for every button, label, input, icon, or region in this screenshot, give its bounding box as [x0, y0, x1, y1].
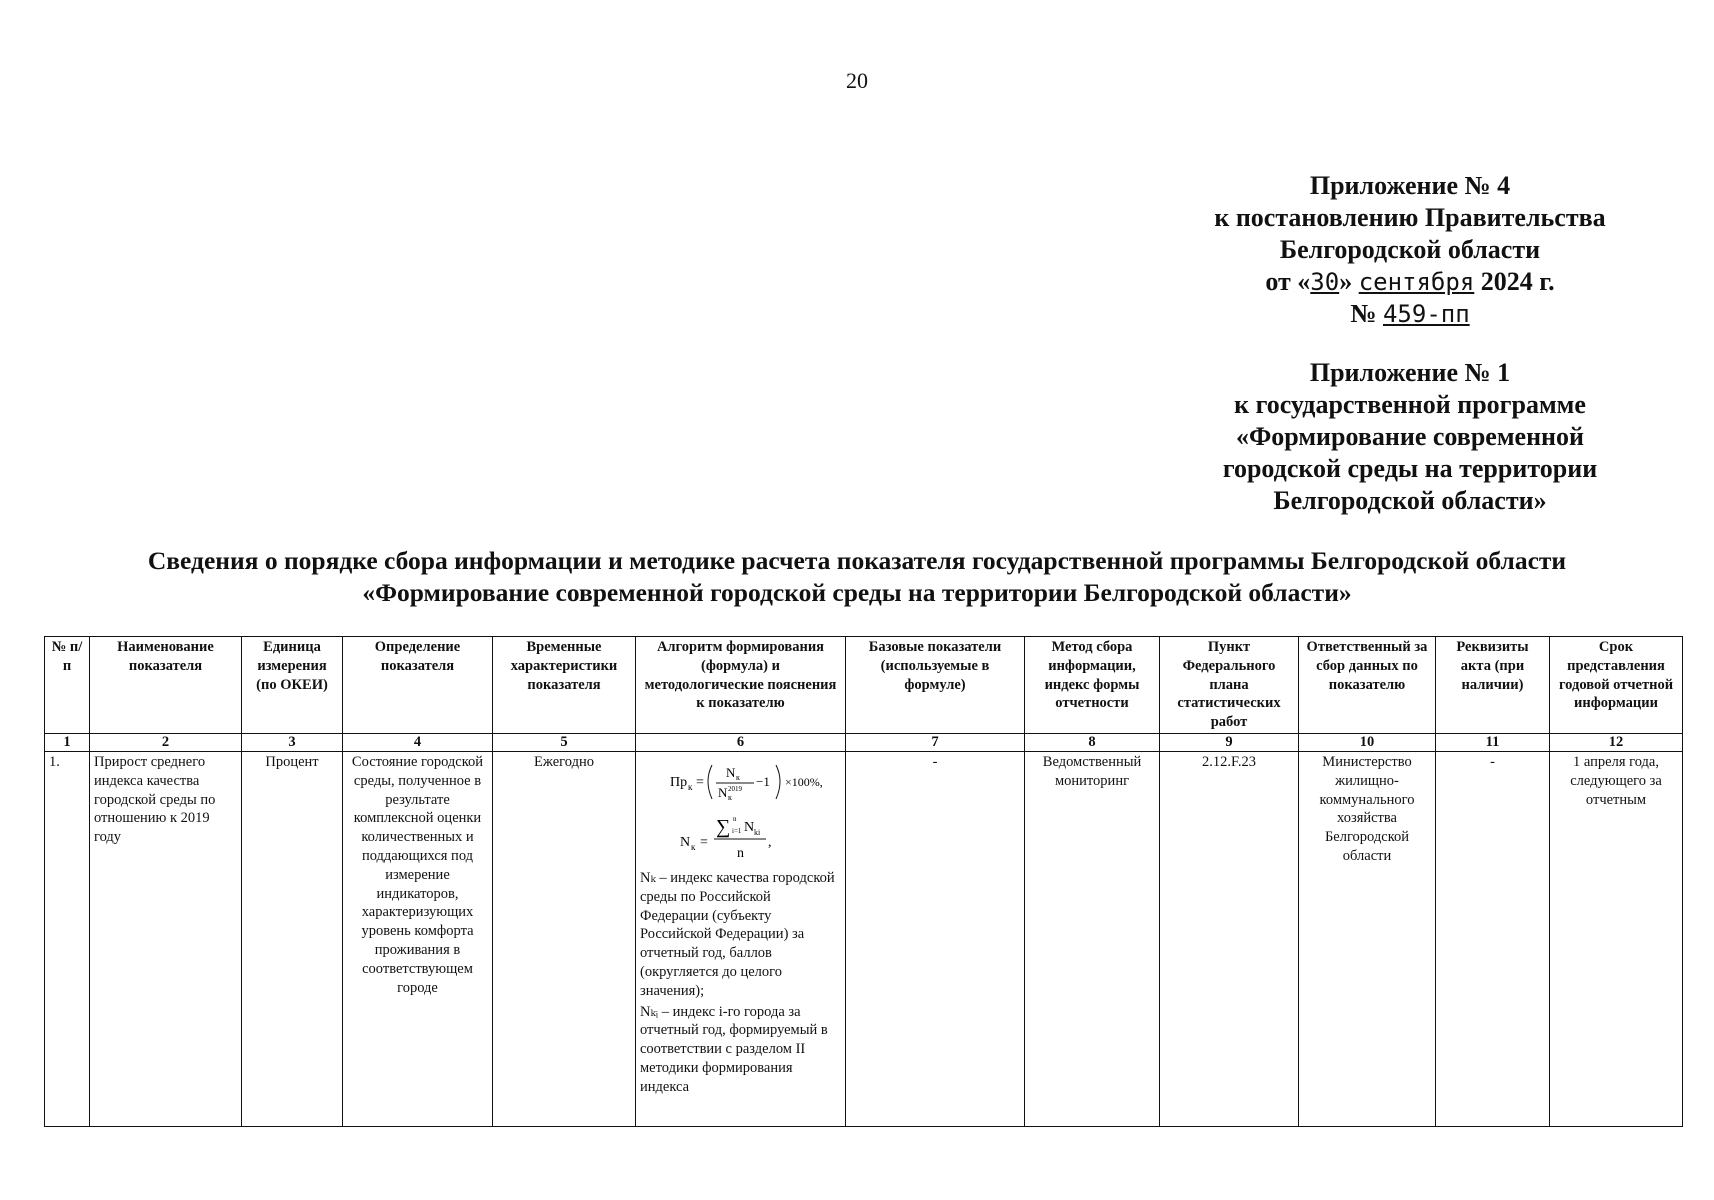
formula-2 — [640, 809, 841, 867]
f2-tail: , — [768, 834, 772, 850]
column-number: 1 — [45, 733, 90, 751]
deadline-cell: 1 апреля года, следующего за отчетным — [1550, 751, 1683, 1126]
f2-sum-bottom: i=1 — [732, 826, 742, 835]
column-number: 4 — [343, 733, 493, 751]
appendix-1-line3: «Формирование современной — [1235, 422, 1585, 451]
header-cell: Реквизиты акта (при наличии) — [1436, 637, 1550, 734]
appendix-4-title: Приложение № 4 — [1309, 171, 1511, 200]
f1-equals: = — [696, 774, 704, 790]
f1-den-sup: 2019 — [728, 784, 742, 793]
header-cell: Пункт Федерального плана статистических работ — [1160, 637, 1299, 734]
federal-plan-cell: 2.12.F.23 — [1160, 751, 1299, 1126]
method-cell: Ведомственный мониторинг — [1025, 751, 1160, 1126]
page-number: 20 — [846, 68, 868, 93]
row-number: 1. — [45, 751, 90, 1126]
appendix-4-date — [1180, 266, 1640, 298]
timing-cell: Ежегодно — [493, 751, 636, 1126]
appendix-1-line5: Белгородской области» — [1273, 486, 1547, 515]
document-title-line2: «Формирование современной городской среды на территории Белгородской области» — [362, 578, 1352, 607]
date-day: 30 — [1310, 268, 1340, 296]
column-number: 6 — [636, 733, 846, 751]
appendix-1-title: Приложение № 1 — [1309, 358, 1511, 387]
document-title-line1: Сведения о порядке сбора информации и методике расчета показателя государственной программы Белгородской области — [147, 546, 1567, 575]
f1-paren-left — [708, 765, 712, 799]
definition-cell: Состояние городской среды, полученное в результате комплексной оценки количественных и поддающихся под измерение индикаторов, характеризующих уровень комфорта проживания в соответствующем городе — [343, 751, 493, 1126]
f2-sum: ∑ — [716, 815, 731, 838]
f2-lhs-sub: к — [691, 841, 696, 852]
column-number: 12 — [1550, 733, 1683, 751]
number-prefix: № — [1350, 299, 1377, 328]
f1-num: N — [726, 764, 736, 780]
f1-times: ×100%, — [785, 774, 823, 789]
indicators-table — [44, 636, 1683, 1127]
appendix-4-block — [1180, 170, 1640, 330]
indicator-name: Прирост среднего индекса качества городской среды по отношению к 2019 году — [90, 751, 242, 1126]
header-cell: Ответственный за сбор данных по показателю — [1299, 637, 1436, 734]
date-month: сентября — [1358, 268, 1475, 296]
f1-den-sub: к — [728, 792, 732, 802]
column-number: 10 — [1299, 733, 1436, 751]
header-cell: Временные характеристики показателя — [493, 637, 636, 734]
formula-2-svg — [640, 809, 840, 867]
header-cell: Базовые показатели (используемые в формуле) — [846, 637, 1025, 734]
header-cell: Срок представления годовой отчетной информации — [1550, 637, 1683, 734]
number-value: 459-пп — [1382, 300, 1470, 328]
base-indicators-cell: - — [846, 751, 1025, 1126]
date-mid: » — [1339, 267, 1353, 296]
column-number: 9 — [1160, 733, 1299, 751]
f1-lhs-sub: к — [688, 781, 693, 792]
f1-den: N — [718, 784, 728, 800]
appendix-4-line2: к постановлению Правительства — [1214, 203, 1606, 232]
appendix-4-number — [1180, 298, 1640, 330]
appendix-1-block — [1180, 357, 1640, 517]
column-number: 2 — [90, 733, 242, 751]
formula-1 — [640, 753, 841, 809]
act-details-cell: - — [1436, 751, 1550, 1126]
column-number-row — [45, 733, 1683, 751]
algorithm-text-1: Nₖ – индекс качества городской среды по Российской Федерации (субъекту Российской Федерации) за отчетный год, баллов (округляется до целого значения); — [640, 869, 835, 999]
f2-term: N — [744, 819, 755, 835]
column-number: 5 — [493, 733, 636, 751]
column-number: 8 — [1025, 733, 1160, 751]
unit-cell: Процент — [242, 751, 343, 1126]
appendix-4-line3: Белгородской области — [1279, 235, 1541, 264]
appendix-1-line4: городской среды на территории — [1222, 454, 1598, 483]
column-number: 7 — [846, 733, 1025, 751]
header-cell: Метод сбора информации, индекс формы отчетности — [1025, 637, 1160, 734]
date-prefix: от « — [1265, 267, 1311, 296]
formula-1-svg — [640, 753, 840, 809]
algorithm-text-2: Nₖᵢ – индекс i-го города за отчетный год, формируемый в соответствии с разделом II методики формирования индекса — [640, 1003, 828, 1095]
f1-paren-right — [776, 765, 780, 799]
responsible-cell: Министерство жилищно-коммунального хозяйства Белгородской области — [1299, 751, 1436, 1126]
algorithm-cell — [636, 751, 846, 1126]
date-year: 2024 г. — [1480, 267, 1555, 296]
header-cell: Алгоритм формирования (формула) и методологические пояснения к показателю — [636, 637, 846, 734]
header-cell: Наименование показателя — [90, 637, 242, 734]
header-cell: Единица измерения (по ОКЕИ) — [242, 637, 343, 734]
f2-term-sub: ki — [754, 827, 761, 837]
f1-minus: −1 — [756, 773, 770, 789]
header-row — [45, 637, 1683, 734]
appendix-1-line2: к государственной программе — [1234, 390, 1586, 419]
header-cell: Определение показателя — [343, 637, 493, 734]
f1-num-sub: к — [736, 772, 740, 782]
f2-den: n — [737, 845, 744, 861]
f1-lhs: Пр — [670, 774, 688, 790]
f2-equals: = — [700, 834, 708, 850]
column-number: 11 — [1436, 733, 1550, 751]
f2-lhs: N — [680, 834, 691, 850]
column-number: 3 — [242, 733, 343, 751]
f2-sum-top: n — [733, 814, 737, 823]
header-cell: № п/п — [45, 637, 90, 734]
table-row — [45, 751, 1683, 1126]
document-title — [0, 545, 1714, 609]
